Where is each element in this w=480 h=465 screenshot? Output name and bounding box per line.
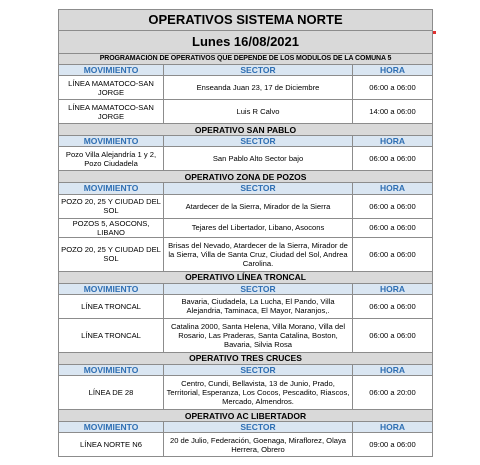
- cell-sector: Enseanda Juan 23, 17 de Diciembre: [164, 76, 353, 100]
- column-header-sector: SECTOR: [164, 136, 353, 147]
- column-header-hora: HORA: [353, 422, 433, 433]
- cell-movimiento: LÍNEA TRONCAL: [59, 318, 164, 352]
- column-header-sector: SECTOR: [164, 283, 353, 294]
- column-header-row: [59, 364, 433, 375]
- section-title-row: [59, 271, 433, 283]
- column-header-sector: SECTOR: [164, 422, 353, 433]
- cell-movimiento: POZOS 5, ASOCONS, LIBANO: [59, 218, 164, 237]
- schedule-date: Lunes 16/08/2021: [59, 31, 433, 54]
- column-header-hora: HORA: [353, 283, 433, 294]
- cell-movimiento: LÍNEA MAMATOCO-SAN JORGE: [59, 76, 164, 100]
- column-header-hora: HORA: [353, 136, 433, 147]
- column-header-movimiento: MOVIMIENTO: [59, 136, 164, 147]
- section-title-row: [59, 352, 433, 364]
- cell-hora: 06:00 a 20:00: [353, 376, 433, 410]
- table-row: [59, 147, 433, 171]
- cell-sector: Tejares del Libertador, Libano, Asocons: [164, 218, 353, 237]
- table-row: [59, 294, 433, 318]
- section-title: OPERATIVO AC LIBERTADOR: [59, 410, 433, 422]
- title-row: [59, 10, 433, 31]
- schedule-body: [59, 10, 433, 457]
- column-header-movimiento: MOVIMIENTO: [59, 183, 164, 194]
- cell-sector: Brisas del Nevado, Atardecer de la Sierra, Mirador de la Sierra, Villa de Santa Cruz, Ciudad del Sol, Andrea Carolina.: [164, 237, 353, 271]
- cell-sector: Luis R Calvo: [164, 100, 353, 124]
- cell-movimiento: LÍNEA TRONCAL: [59, 294, 164, 318]
- column-header-row: [59, 65, 433, 76]
- cell-sector: Centro, Cundi, Bellavista, 13 de Junio, Prado, Territorial, Esperanza, Los Cocos, Pescadito, Riascos, Mercado, Almendros.: [164, 376, 353, 410]
- section-title-row: [59, 171, 433, 183]
- cell-movimiento: POZO 20, 25 Y CIUDAD DEL SOL: [59, 237, 164, 271]
- cell-hora: 06:00 a 06:00: [353, 194, 433, 218]
- column-header-movimiento: MOVIMIENTO: [59, 65, 164, 76]
- column-header-row: [59, 136, 433, 147]
- schedule-table: [58, 9, 433, 457]
- table-row: [59, 433, 433, 457]
- cell-movimiento: Pozo Villa Alejandría 1 y 2, Pozo Ciudadela: [59, 147, 164, 171]
- column-header-hora: HORA: [353, 65, 433, 76]
- cell-sector: Catalina 2000, Santa Helena, Villa Morano, Villa del Rosario, Las Praderas, Santa Catalina, Boston, Bavaria, Silvia Rosa: [164, 318, 353, 352]
- column-header-sector: SECTOR: [164, 65, 353, 76]
- cell-marker: [433, 31, 436, 34]
- table-row: [59, 194, 433, 218]
- cell-sector: 20 de Julio, Federación, Goenaga, Miraflorez, Olaya Herrera, Obrero: [164, 433, 353, 457]
- table-row: [59, 376, 433, 410]
- table-row: [59, 100, 433, 124]
- column-header-movimiento: MOVIMIENTO: [59, 283, 164, 294]
- cell-hora: 06:00 a 06:00: [353, 147, 433, 171]
- section-title-row: [59, 124, 433, 136]
- cell-hora: 06:00 a 06:00: [353, 318, 433, 352]
- cell-sector: Atardecer de la Sierra, Mirador de la Sierra: [164, 194, 353, 218]
- section-title: OPERATIVO SAN PABLO: [59, 124, 433, 136]
- section-title-row: [59, 410, 433, 422]
- table-row: [59, 76, 433, 100]
- column-header-hora: HORA: [353, 364, 433, 375]
- date-row: [59, 31, 433, 54]
- cell-sector: Bavaria, Ciudadela, La Lucha, El Pando, Villa Alejandria, Taminaca, El Mayor, Naranjos,.: [164, 294, 353, 318]
- cell-hora: 14:00 a 06:00: [353, 100, 433, 124]
- column-header-row: [59, 283, 433, 294]
- column-header-row: [59, 183, 433, 194]
- cell-movimiento: LÍNEA MAMATOCO-SAN JORGE: [59, 100, 164, 124]
- column-header-sector: SECTOR: [164, 183, 353, 194]
- section-title: OPERATIVO ZONA DE POZOS: [59, 171, 433, 183]
- cell-hora: 09:00 a 06:00: [353, 433, 433, 457]
- column-header-hora: HORA: [353, 183, 433, 194]
- cell-movimiento: LÍNEA NORTE N6: [59, 433, 164, 457]
- column-header-movimiento: MOVIMIENTO: [59, 364, 164, 375]
- table-row: [59, 237, 433, 271]
- column-header-sector: SECTOR: [164, 364, 353, 375]
- cell-hora: 06:00 a 06:00: [353, 237, 433, 271]
- subtitle-row: [59, 54, 433, 65]
- section-title: OPERATIVO LÍNEA TRONCAL: [59, 271, 433, 283]
- cell-sector: San Pablo Alto Sector bajo: [164, 147, 353, 171]
- table-row: [59, 218, 433, 237]
- cell-hora: 06:00 a 06:00: [353, 294, 433, 318]
- section-title: OPERATIVO TRES CRUCES: [59, 352, 433, 364]
- column-header-movimiento: MOVIMIENTO: [59, 422, 164, 433]
- table-row: [59, 318, 433, 352]
- cell-movimiento: LÍNEA DE 28: [59, 376, 164, 410]
- cell-hora: 06:00 a 06:00: [353, 76, 433, 100]
- column-header-row: [59, 422, 433, 433]
- cell-movimiento: POZO 20, 25 Y CIUDAD DEL SOL: [59, 194, 164, 218]
- cell-hora: 06:00 a 06:00: [353, 218, 433, 237]
- page-title: OPERATIVOS SISTEMA NORTE: [59, 10, 433, 31]
- schedule-subtitle: PROGRAMACIÓN DE OPERATIVOS QUE DEPENDE DE LOS MODULOS DE LA COMUNA 5: [59, 54, 433, 65]
